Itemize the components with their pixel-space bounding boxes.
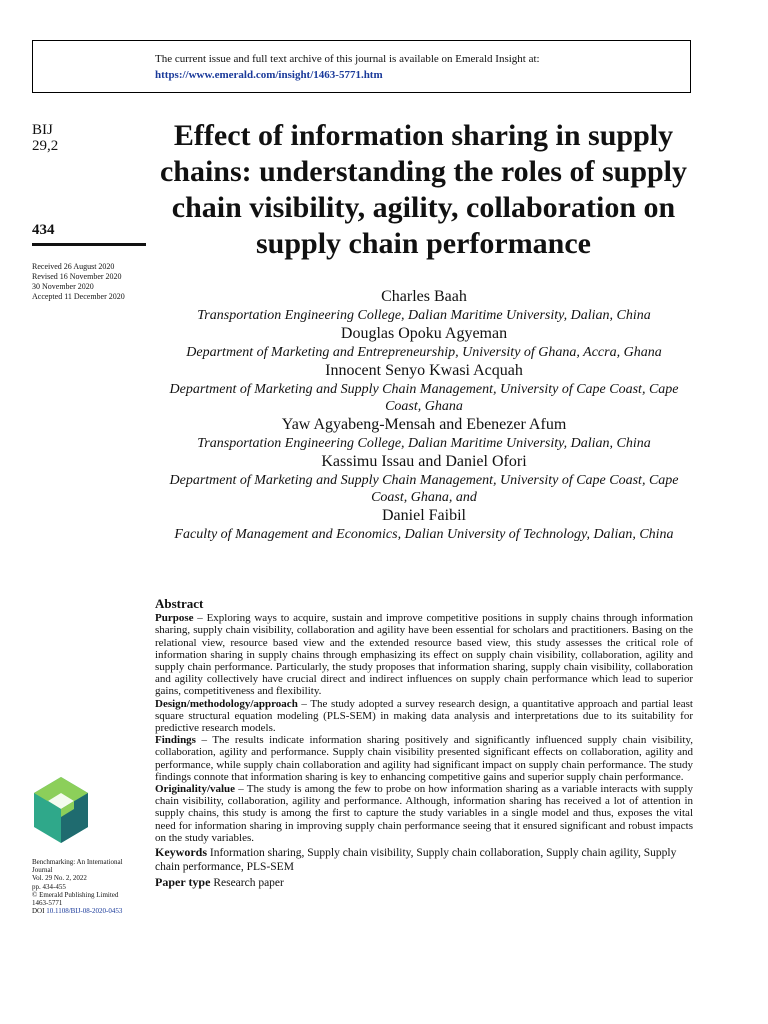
abstract-originality bbox=[155, 783, 693, 844]
date-received: Received 26 August 2020 bbox=[32, 262, 115, 271]
section-label: Originality/value bbox=[155, 783, 236, 796]
author-name: Yaw Agyabeng-Mensah and Ebenezer Afum bbox=[281, 416, 567, 433]
journal-access-notice bbox=[32, 40, 691, 93]
keywords-label: Keywords bbox=[155, 845, 207, 860]
paper-type bbox=[155, 875, 693, 890]
paper-type-text: Research paper bbox=[210, 877, 284, 890]
author-name: Kassimu Issau and Daniel Ofori bbox=[321, 453, 527, 470]
abstract-purpose bbox=[155, 612, 693, 697]
keywords-text: Information sharing, Supply chain visibility, Supply chain collaboration, Supply chain agility, Supply chain performance, PLS-SEM bbox=[155, 847, 677, 874]
section-label: Purpose bbox=[155, 612, 194, 625]
page-number-rule bbox=[32, 243, 146, 246]
section-text: – The results indicate information sharing positively and significantly influenced supply chain visibility, collaboration, agility and performance. Supply chain visibility presented significant effects on collaboration, agility and performance, while supply chain collaboration and agility had significant impact on supply chain performance. The study findings connote that information sharing is key to enhancing competitive gains and superior supply chain performance. bbox=[155, 734, 693, 783]
archive-notice-text: The current issue and full text archive of this journal is available on Emerald Insight at: bbox=[155, 53, 540, 65]
author-affiliation: Department of Marketing and Supply Chain Management, University of Cape Coast, Cape Coast, Ghana, and bbox=[169, 473, 679, 505]
citation-doi bbox=[32, 907, 152, 915]
author-affiliation: Department of Marketing and Supply Chain Management, University of Cape Coast, Cape Coast, Ghana bbox=[169, 382, 679, 414]
citation-journal-cont: Journal bbox=[32, 866, 53, 875]
section-label: Design/methodology/approach bbox=[155, 697, 298, 710]
paper-type-label: Paper type bbox=[155, 875, 211, 890]
citation-journal: Benchmarking: An International bbox=[32, 858, 123, 866]
abstract-heading: Abstract bbox=[155, 596, 204, 611]
section-text: – The study adopted a survey research design, a quantitative approach and partial least square structural equation modeling (PLS-SEM) in making data analysis and interpretations due to its suitability for predictive research models. bbox=[155, 697, 693, 735]
section-label: Findings bbox=[155, 734, 196, 747]
article-title: Effect of information sharing in supply chains: understanding the roles of supply chain visibility, agility, collaboration on supply chain performance bbox=[159, 119, 688, 260]
journal-volume-label bbox=[32, 122, 58, 154]
author-list bbox=[150, 287, 698, 543]
citation-issn: 1463-5771 bbox=[32, 899, 63, 908]
doi-label: DOI bbox=[32, 907, 47, 916]
citation-block bbox=[32, 858, 152, 915]
submission-dates bbox=[32, 262, 125, 302]
page-number: 434 bbox=[32, 222, 55, 238]
volume-issue: 29,2 bbox=[32, 138, 59, 154]
author-name: Daniel Faibil bbox=[382, 507, 466, 524]
date-accepted: Accepted 11 December 2020 bbox=[32, 292, 125, 301]
citation-volume: Vol. 29 No. 2, 2022 bbox=[32, 874, 87, 883]
author-affiliation: Faculty of Management and Economics, Dalian University of Technology, Dalian, China bbox=[174, 527, 674, 542]
date-revised: Revised 16 November 2020 bbox=[32, 272, 122, 281]
keywords bbox=[155, 845, 693, 874]
author-name: Douglas Opoku Agyeman bbox=[340, 325, 508, 342]
citation-pages: pp. 434-455 bbox=[32, 882, 66, 891]
date-revised-2: 30 November 2020 bbox=[32, 282, 94, 291]
abstract-findings bbox=[155, 734, 693, 783]
abstract bbox=[155, 598, 693, 890]
author-affiliation: Transportation Engineering College, Dalian Maritime University, Dalian, China bbox=[197, 436, 651, 451]
author-name: Innocent Senyo Kwasi Acquah bbox=[325, 362, 523, 379]
author-affiliation: Department of Marketing and Entrepreneurship, University of Ghana, Accra, Ghana bbox=[186, 345, 662, 360]
section-text: – The study is among the few to probe on how information sharing as a variable interacts with supply chain visibility, collaboration, agility and performance. Although, information sharing has received a lot of attention in supply chains, this study is among the first to capture the study variables in a single model and thus, exposes the vital need for information sharing in improving supply chain performance seeing that it ensured significant and robust impacts on the study variables. bbox=[155, 783, 693, 844]
author-affiliation: Transportation Engineering College, Dalian Maritime University, Dalian, China bbox=[197, 308, 651, 323]
author-name: Charles Baah bbox=[381, 288, 467, 305]
section-text: – Exploring ways to acquire, sustain and improve competitive positions in supply chains through information sharing, supply chain visibility, collaboration and agility have been essential for scholars and practitioners. Basing on the relational view, resource based view and the extended resource based view, this study assesses the critical role of information sharing in supply chains through emphasizing its effect on supply chain visibility, collaboration, agility and supply chain performance. Particularly, the study proposes that information sharing, supply chain visibility, collaboration and agility collectively have crucial direct and indirect influences on supply chain performance which lead to superior gains, competitiveness and flexibility. bbox=[155, 612, 693, 698]
journal-url-link[interactable]: https://www.emerald.com/insight/1463-5771.htm bbox=[155, 69, 383, 81]
emerald-hexagon-logo-icon bbox=[30, 775, 92, 847]
abstract-design bbox=[155, 698, 693, 735]
citation-copyright: © Emerald Publishing Limited bbox=[32, 890, 119, 899]
journal-abbreviation: BIJ bbox=[32, 122, 53, 138]
doi-link[interactable]: 10.1108/BIJ-08-2020-0453 bbox=[46, 907, 123, 916]
